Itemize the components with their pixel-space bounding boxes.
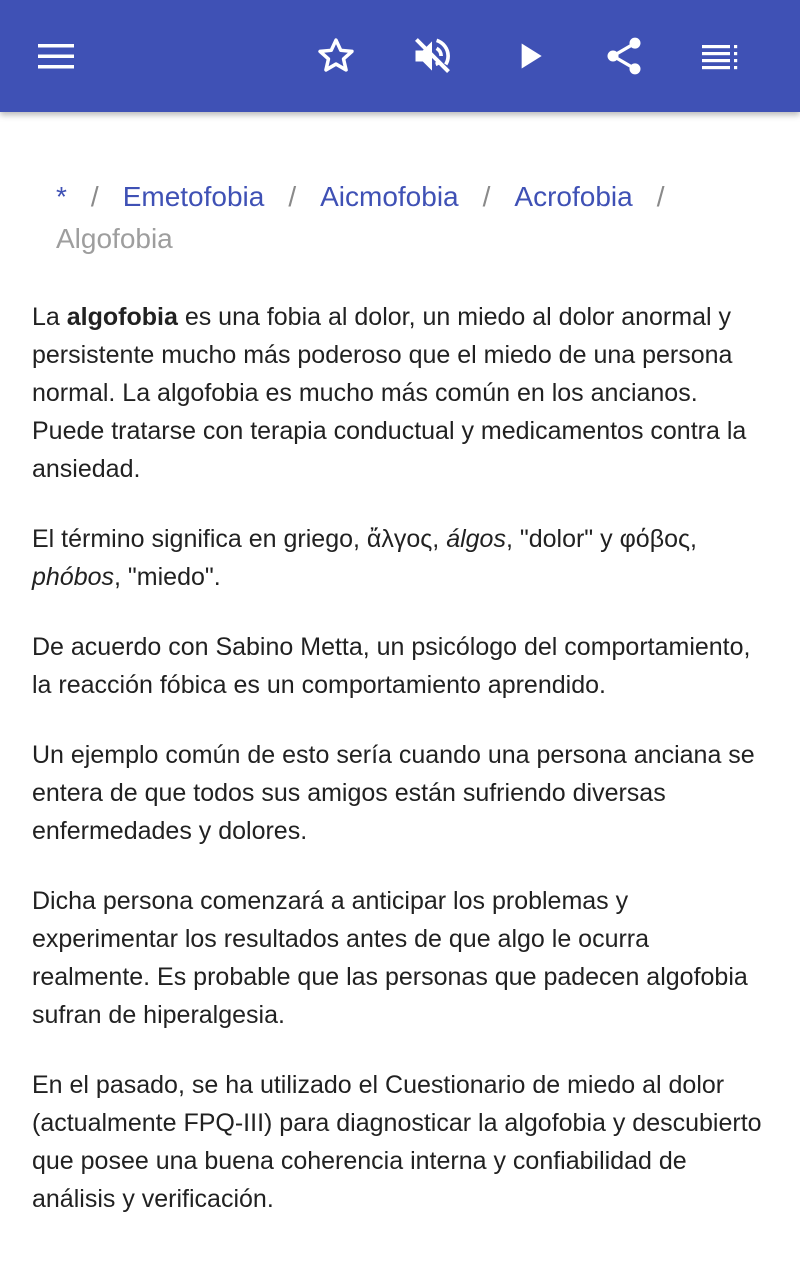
share-button[interactable] bbox=[592, 24, 656, 88]
text-segment: El término significa en griego, ἄλγος, bbox=[32, 525, 447, 553]
text-segment: La bbox=[32, 303, 67, 331]
breadcrumb-separator: / bbox=[90, 181, 99, 212]
breadcrumb-item-aicmofobia[interactable]: Aicmofobia bbox=[320, 181, 459, 212]
breadcrumb-item-home[interactable]: * bbox=[56, 181, 67, 212]
breadcrumb-separator: / bbox=[656, 181, 665, 212]
paragraph-diagnosis: En el pasado, se ha utilizado el Cuestionario de miedo al dolor (actualmente FPQ-III) para diagnosticar la algofobia y descubierto que posee una buena coherencia interna y confiabilidad de análisis y verificación. bbox=[32, 1071, 762, 1213]
text-segment: , "dolor" y φόβος, bbox=[505, 525, 697, 553]
text-segment: , "miedo". bbox=[114, 563, 221, 591]
breadcrumb-current-page: Algofobia bbox=[56, 223, 173, 254]
table-of-contents-button[interactable] bbox=[688, 24, 752, 88]
breadcrumb-item-acrofobia[interactable]: Acrofobia bbox=[514, 181, 633, 212]
paragraph-origin: De acuerdo con Sabino Metta, un psicólogo del comportamiento, la reacción fóbica es un comportamiento aprendido. bbox=[32, 633, 751, 699]
paragraph-anticipation: Dicha persona comenzará a anticipar los problemas y experimentar los resultados antes de que algo le ocurra realmente. Es probable que las personas que padecen algofobia sufran de hiperalgesia. bbox=[32, 887, 748, 1029]
paragraph-intro bbox=[32, 298, 772, 488]
text-segment: es una fobia al dolor, un miedo al dolor anormal y persistente mucho más poderoso que el miedo de una persona normal. La algofobia es mucho más común en los ancianos. Puede tratarse con terapia conductual y medicamentos contra la ansiedad. bbox=[32, 303, 747, 483]
hamburger-menu-icon bbox=[36, 36, 76, 76]
breadcrumb-item-emetofobia[interactable]: Emetofobia bbox=[122, 181, 265, 212]
breadcrumb-separator: / bbox=[482, 181, 491, 212]
favorite-button[interactable] bbox=[304, 24, 368, 88]
play-icon bbox=[510, 36, 550, 76]
paragraph-example: Un ejemplo común de esto sería cuando una persona anciana se entera de que todos sus amigos están sufriendo diversas enfermedades y dolores. bbox=[32, 741, 755, 845]
app-toolbar bbox=[0, 0, 800, 112]
term-bold: algofobia bbox=[66, 303, 178, 331]
table-of-contents-icon bbox=[700, 36, 740, 76]
article-content bbox=[0, 112, 800, 1280]
mute-button[interactable] bbox=[400, 24, 464, 88]
breadcrumb bbox=[56, 176, 746, 260]
paragraph-etymology bbox=[32, 520, 772, 596]
play-button[interactable] bbox=[498, 24, 562, 88]
article-body bbox=[32, 298, 772, 1250]
transliteration-italic: álgos bbox=[446, 525, 506, 553]
menu-button[interactable] bbox=[24, 24, 88, 88]
share-icon bbox=[602, 34, 646, 78]
star-outline-icon bbox=[314, 34, 358, 78]
breadcrumb-separator: / bbox=[288, 181, 297, 212]
volume-off-icon bbox=[410, 34, 454, 78]
transliteration-italic: phóbos bbox=[32, 563, 115, 591]
